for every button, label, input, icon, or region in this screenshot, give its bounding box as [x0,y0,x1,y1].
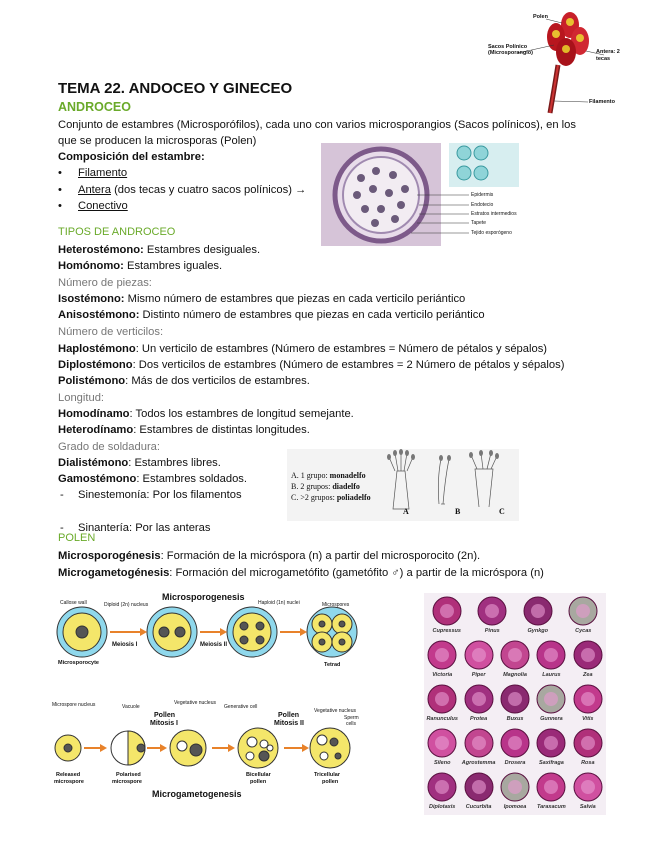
flower-label-antera: Antera: 2 [596,49,620,55]
label-pollen-mitosis-2b: Mitosis II [274,720,304,727]
pollen-grain-label: Buxus [506,716,524,722]
tipos-line-heterostemono: Heterostémono: Estambres desiguales. [58,244,261,256]
list-item: • Filamento [58,165,306,182]
label-microspore-nucleus: Microspore nucleus [52,702,96,708]
label-vegetative-nucleus-1: Vegetative nucleus [174,700,216,706]
tipos-line-gamostemono: Gamostémono: Estambres soldados. [58,473,248,485]
label-bicellular-2: pollen [250,779,267,785]
label-callose-wall: Callose wall [60,600,87,606]
pollen-development-diagram [52,590,370,805]
pollen-grain-label: Saxifraga [539,760,564,766]
tipos-line-isostemono: Isostémono: Mismo número de estambres que piezas en cada verticilo periántico [58,293,466,305]
tipos-line-polistemono: Polistémono: Más de dos verticilos de estambres. [58,375,310,387]
pollen-grain-image [567,595,603,629]
label-pollen-mitosis-1b: Mitosis I [150,720,179,727]
label-vacuole: Vacuole [122,704,140,710]
pollen-grain-label: Victoria [432,672,453,678]
pollen-grain-label: Ipomoea [503,804,527,810]
pollen-grain-image [535,639,571,673]
label-polarised-2: microspore [112,779,142,785]
flower-label-tecas: tecas [596,56,611,62]
pollen-grain-image [463,639,499,673]
pollen-grain-label: Diplotaxis [429,804,456,810]
tipos-line-diplostemono: Diplostémono: Dos verticilos de estambres (Número de estambres = 2 Número de pétalos y sépalos) [58,359,565,371]
pollen-grain-label: Drosera [504,760,526,766]
label-released-2: microspore [54,779,84,785]
group-longitud: Longitud: [58,392,105,404]
pollen-grain-label: Laurus [542,672,561,678]
pollen-grain-image [426,639,462,673]
label-polarised-1: Polarised [116,772,141,778]
list-item-sinestemonia: - Sinestemonía: Por los filamentos [58,487,655,504]
tipos-line-homonomo: Homónomo: Estambres iguales. [58,260,223,272]
pollen-grain-image [535,683,571,717]
anther-label-endotecio: Endotecio [471,202,494,208]
tipos-line-heterodinamo: Heterodínamo: Estambres de distintas longitudes. [58,424,310,436]
pollen-grain-image [426,683,462,717]
pollen-grain-image [535,727,571,761]
label-meiosis-2: Meiosis II [200,642,228,648]
pollen-grain-image [572,639,608,673]
pollen-grain-image [426,771,462,805]
pollen-grain-label: Protea [470,716,488,722]
pollen-grain-image [426,727,462,761]
stamen-flower-figure [480,5,630,115]
pollen-grain-label: Pinus [484,628,500,634]
list-item: • Antera (dos tecas y cuatro sacos polínicos) → [58,182,306,199]
list-item-sinanteria: - Sinantería: Por las anteras [58,520,655,537]
diagram-title-microgametogenesis: Microgametogenesis [152,789,242,799]
polen-line-microsporogenesis: Microsporogénesis: Formación de la micróspora (n) a partir del microsporocito (2n). [58,550,481,562]
anther-label-tapete: Tapete [471,220,487,226]
tipos-line-haplostemono: Haplostémono: Un verticilo de estambres (Número de estambres = Número de pétalos y sépalos) [58,343,548,355]
pollen-grain-image [499,683,535,717]
pollen-grain-image [499,771,535,805]
flower-label-filamento: Filamento [589,99,615,105]
adelfia-line-poliadelfo: C. >2 grupos: poliadelfo [291,493,371,502]
adelfia-line-monadelfo: A. 1 grupo: monadelfo [291,471,366,480]
label-microspores: Microspores [322,602,350,608]
label-sperm: Sperm [344,715,359,721]
pollen-grain-image [572,683,608,717]
pollen-grain-label: Zea [583,672,593,678]
flower-label-sacos: Sacos Polínico [488,44,528,50]
pollen-grain-image [572,771,608,805]
pollen-grains-grid [424,593,606,815]
pollen-grain-label: Cycas [575,628,592,634]
pollen-grain-label: Gunnera [540,716,563,722]
pollen-grain-image [431,595,467,629]
pollen-grain-image [463,683,499,717]
pollen-grain-image [476,595,512,629]
pollen-grain-image [499,639,535,673]
label-microsporocyte: Microsporocyte [58,660,99,666]
tipos-line-homodinamo: Homodínamo: Todos los estambres de longitud semejante. [58,408,354,420]
pollen-grain-image [572,727,608,761]
adelfia-figure [287,449,519,521]
androceo-intro-line2: que se producen la microsporas (Polen) [58,135,257,147]
pollen-grain-label: Taraxacum [536,804,566,810]
group-grado-soldadura: Grado de soldadura: [58,441,160,453]
pollen-grain-label: Cupressus [432,628,461,634]
label-meiosis-1: Meiosis I [112,642,138,648]
composition-list [58,165,306,215]
pollen-grain-label: Agrostemma [461,760,496,766]
label-tricellular-2: pollen [322,779,339,785]
tipos-heading: TIPOS DE ANDROCEO [58,226,176,238]
androceo-intro-line1: Conjunto de estambres (Microsporófilos), cada uno con varios microsporangios (Sacos polínicos), en los [58,119,576,131]
label-pollen-mitosis-1a: Pollen [154,712,176,719]
adelfia-line-diadelfo: B. 2 grupos: diadelfo [291,482,360,491]
pollen-grain-label: Vitis [582,716,594,722]
pollen-grain-label: Rosa [581,760,595,766]
adelfia-label-b: B [455,507,461,516]
label-vegetative-nucleus-2: Vegetative nucleus [314,708,356,714]
pollen-grain-label: Sileno [433,760,451,766]
label-pollen-mitosis-2a: Pollen [278,712,300,719]
list-item: • Conectivo [58,198,306,215]
group-numero-verticilos: Número de verticilos: [58,326,164,338]
adelfia-label-a: A [403,507,409,516]
label-tricellular-1: Tricellular [314,772,340,778]
pollen-grain-label: Ranunculus [426,716,458,722]
anther-label-tejido: Tejido esporógeno [471,230,512,236]
label-released-1: Released [56,772,81,778]
label-generative-cell: Generative cell [224,704,258,710]
label-diploid-nucleus: Diploid (2n) nucleus [104,602,149,608]
label-tetrad: Tetrad [324,662,341,668]
polen-line-microgametogenesis: Microgametogénesis: Formación del microgametófito (gametófito ♂) a partir de la micróspora (n) [58,567,544,579]
diagram-title-microsporogenesis: Microsporogenesis [162,592,245,602]
polen-heading: POLEN [58,532,96,544]
pollen-grain-label: Gynkgo [527,628,548,634]
label-bicellular-1: Bicellular [246,772,271,778]
pollen-grain-label: Salvia [579,804,596,810]
adelfia-label-c: C [499,507,505,516]
tipos-line-dialistemono: Dialistémono: Estambres libres. [58,457,221,469]
pollen-grain-label: Piper [471,672,486,678]
pollen-grain-image [535,771,571,805]
pollen-grain-image [463,727,499,761]
tipos-line-anisostemono: Anisostémono: Distinto número de estambres que piezas en cada verticilo periántico [58,309,485,321]
anther-micrograph [321,143,519,246]
pollen-grain-label: Magnolia [503,672,527,678]
label-haploid-nuclei: Haploid (1n) nuclei [258,600,300,606]
label-cells: cells [346,721,357,727]
pollen-grain-image [522,595,558,629]
anther-label-estratos: Estratos intermedios [471,211,517,217]
flower-label-polen: Polen [533,14,548,20]
androceo-heading: ANDROCEO [58,100,131,114]
anther-label-epidermis: Epidermis [471,192,494,198]
group-numero-piezas: Número de piezas: [58,277,152,289]
flower-label-microsporangio: (Microsporangio) [488,50,533,56]
pollen-grain-image [499,727,535,761]
pollen-grain-label: Cucurbita [465,804,492,810]
page-title: TEMA 22. ANDOCEO Y GINECEO [58,80,293,97]
pollen-grain-image [463,771,499,805]
composition-title: Composición del estambre: [58,151,205,163]
